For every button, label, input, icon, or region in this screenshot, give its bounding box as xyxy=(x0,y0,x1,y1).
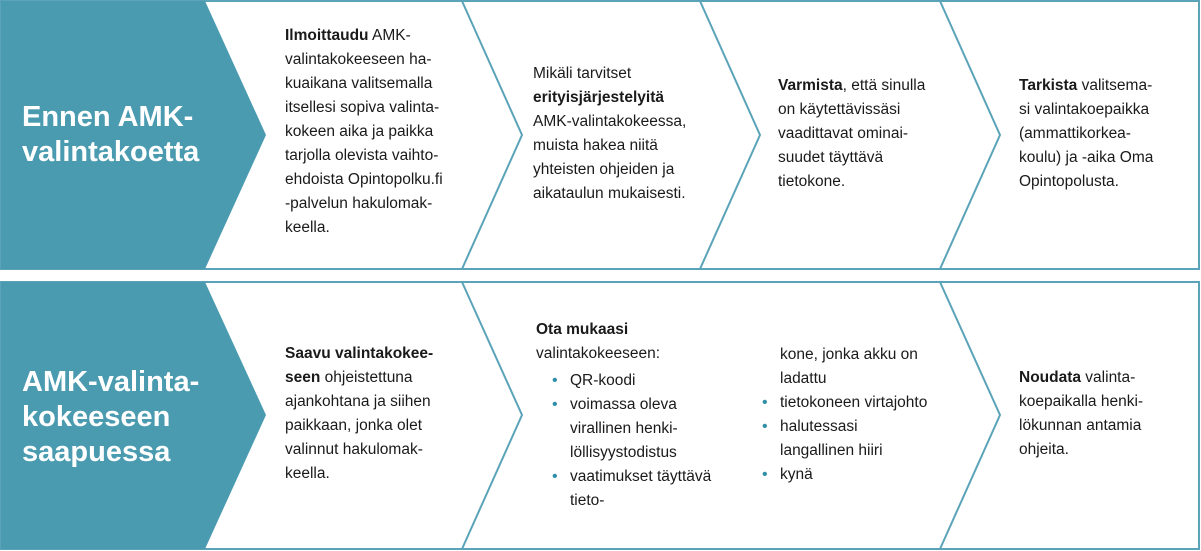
row1-heading xyxy=(22,100,199,170)
row2-heading-line: kokeeseen xyxy=(22,401,171,433)
row1-step4-text: Tarkista valitsema- si valintakoepaikka (ammattikorkea- koulu) ja -aika Oma Opintopolusta. xyxy=(1019,77,1154,190)
row2-heading-line: AMK-valinta- xyxy=(22,366,200,398)
bring-title: Ota mukaasi xyxy=(536,321,629,338)
row1-heading-line: valintakoetta xyxy=(22,136,200,168)
row1-step3-text: Varmista, että sinulla on käytettävissäsi vaadittavat ominai- suudet täyttävä tietokone. xyxy=(778,77,926,190)
bring-subtitle: valintakokeeseen: xyxy=(536,345,661,362)
row2-step2-list-col2 xyxy=(760,343,935,487)
row2-step3-text: Noudata valinta- koepaikalla henki- lökunnan antamia ohjeita. xyxy=(1019,369,1144,458)
list-item-continuation: kone, jonka akku on ladattu xyxy=(780,346,918,387)
row2-step2-header xyxy=(536,318,736,366)
list-item: • vaatimukset täyttävä tieto- xyxy=(550,465,720,513)
list-item: • tietokoneen virtajohto xyxy=(760,391,935,415)
row1-heading-line: Ennen AMK- xyxy=(22,101,194,133)
row2-heading xyxy=(22,365,199,470)
list-item: • voimassa oleva virallinen henki-löllisyystodistus xyxy=(550,393,720,465)
row2-step1-text: Saavu valintakokee- seen ohjeistettuna ajankohtana ja siihen paikkaan, jonka olet valinnut hakulomak- keella. xyxy=(285,345,434,482)
list-item: • halutessasi langallinen hiiri xyxy=(760,415,935,463)
row1-step2-text: Mikäli tarvitset erityisjärjestelyitä AMK-valintakokeessa, muista hakea niitä yhteisten ohjeiden ja aikataulun mukaisesti. xyxy=(533,65,687,202)
row2-heading-line: saapuessa xyxy=(22,436,171,468)
row1-step1-text: Ilmoittaudu AMK- valintakokeeseen ha- kuaikana valitsemalla itsellesi sopiva valinta- kokeen aika ja paikka tarjolla olevista vaihto- ehdoista Opintopolku.fi -palvelun hakulomak- keella. xyxy=(285,27,443,236)
list-item: • kynä xyxy=(760,463,935,487)
list-item: • QR-koodi xyxy=(550,369,720,393)
row2-step2-list-col1 xyxy=(550,369,720,513)
